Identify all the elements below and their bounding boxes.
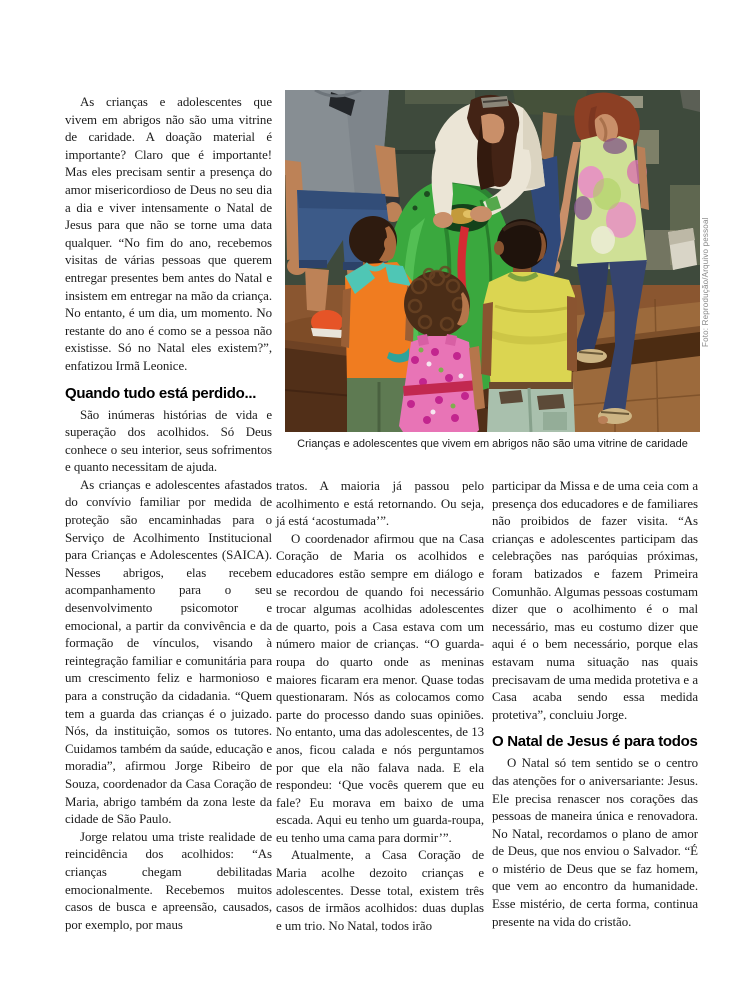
- photo-credit: Foto: Reprodução/Arquivo pessoal: [701, 217, 710, 347]
- paragraph: O Natal só tem sentido se o centro das atenções for o aniversariante: Jesus. Ele precisa renascer nos corações das pessoas de maneira única e renovadora. No Natal, recordamos o plano de amor de Deus, que nos enviou o Salvador. “É o mistério de Deus que se faz homem, que vem ao encontro da humanidade. Esse mistério, de certa forma, continua presente na vida do cristão.: [492, 756, 698, 929]
- photo-illustration: [285, 90, 700, 432]
- paragraph: O coordenador afirmou que na Casa Coração de Maria os acolhidos e educadores estão sempre em diálogo e se recordou de quando foi necessário trocar algumas acolhidas adolescentes de quarto, pois a Casa estava com um número maior de crianças. “O guarda-roupa do quarto onde as meninas maiores ficaram era menor. Quase todas questionaram. Nós as colocamos como parte do processo dando suas opiniões. No entanto, uma das adolescentes, de 13 anos, ficou calada e nós perguntamos por que ela não falava nada. E ela respondeu: ‘Que vocês querem que eu fale? Eu morava em baixo de uma escada. Aqui eu tenho um guarda-roupa, eu tenho uma cama para dormir’”.: [276, 531, 484, 845]
- paragraph: Jorge relatou uma triste realidade de reincidência dos acolhidos: “As crianças chegam debilitadas emocionalmente. Recebemos muitos casos de busca e apreensão, causados, por exemplo, por maus: [65, 829, 272, 932]
- column-middle: [276, 478, 484, 935]
- paragraph: participar da Missa e de uma ceia com a presença dos educadores e de familiares não proibidos de fazer visita. “As crianças e adolescentes participam das celebrações nas paróquias próximas, foram batizados e fazem Primeira Comunhão. Algumas pessoas costumam dizer que o acolhimento é o mal necessário, mas eu costumo dizer que aqui é o bem necessário, porque elas estavam numa situação nas quais precisavam de uma medida protetiva e a Casa acaba sendo essa medida protetiva”, concluiu Jorge.: [492, 479, 698, 722]
- section-heading-natal-de-jesus: O Natal de Jesus é para todos: [492, 733, 698, 751]
- section-heading-quando-tudo: Quando tudo está perdido...: [65, 384, 257, 402]
- article-photo: [285, 90, 700, 432]
- column-right: [492, 478, 698, 931]
- paragraph: Atualmente, a Casa Coração de Maria acolhe dezoito crianças e adolescentes. Desse total, existem três casos de irmãos acolhidos: duas duplas e um trio. No Natal, todos irão: [276, 848, 484, 933]
- paragraph: As crianças e adolescentes afastados do convívio familiar por medida de proteção são encaminhadas para o Serviço de Acolhimento Institucional para Crianças e Adolescentes (SAICA). Nesses abrigos, elas recebem acompanhamento para o seu desenvolvimento psicomotor e emocional, a partir da convivência e da formação de vínculos, visando à reintegração familiar e comunitária para um crescimento feliz e harmonioso e para a construção da cidadania. “Quem tem a guarda das crianças é o juizado. Nós, da instituição, somos os tutores. Cuidamos também da saúde, educação e moradia”, afirmou Jorge Ribeiro de Souza, coordenador da Casa Coração de Maria, abrigo também da zona leste da cidade de São Paulo.: [65, 477, 272, 827]
- photo-caption: Crianças e adolescentes que vivem em abrigos não são uma vitrine de caridade: [297, 438, 688, 450]
- paragraph: São inúmeras histórias de vida e superação dos acolhidos. Só Deus conhece o seu interior, seus sofrimentos e quanto necessitam de ajuda.: [65, 407, 272, 475]
- column-left: [65, 94, 272, 934]
- paragraph: tratos. A maioria já passou pelo acolhimento e está retornando. Ou seja, já está ‘acostumada’”.: [276, 479, 484, 529]
- paragraph: As crianças e adolescentes que vivem em abrigos não são uma vitrine de caridade. A doação material é importante? Claro que é importante! Mas eles precisam sentir a presença do amor misericordioso de Deus no seu dia a dia e viver intensamente o Natal de Jesus para que não se torne uma data qualquer. “No fim do ano, recebemos visitas de várias pessoas que querem entregar presentes bem antes do Natal e insistem em entregar na mão da criança. No entanto, é um dia, um momento. No restante do ano é como se a pessoa não existisse. Só no Natal eles existem?”, enfatizou Irmã Leonice.: [65, 95, 272, 373]
